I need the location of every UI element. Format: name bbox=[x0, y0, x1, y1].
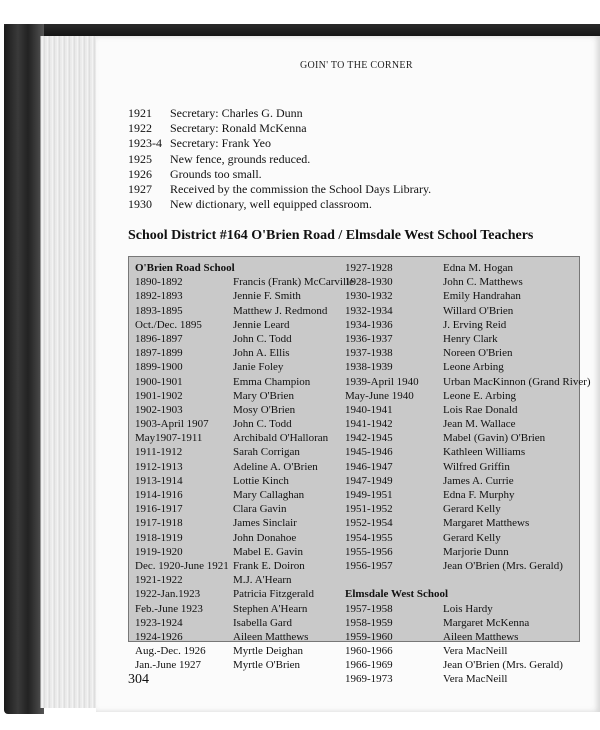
teacher-years: 1914-1916 bbox=[135, 489, 183, 501]
teacher-years: 1969-1973 bbox=[345, 673, 393, 686]
teacher-years: 1932-1934 bbox=[345, 304, 393, 317]
teacher-name: Mosy O'Brien bbox=[233, 403, 296, 416]
spacer-cell bbox=[443, 587, 581, 601]
teacher-name: Patricia Fitzgerald bbox=[233, 588, 314, 601]
school-heading-elmsdale-west: Elmsdale West School bbox=[345, 588, 449, 601]
book-cover-left-edge bbox=[4, 24, 44, 714]
chronology-text: Secretary: Frank Yeo bbox=[170, 136, 271, 151]
teacher-name: Frank E. Doiron bbox=[233, 559, 305, 572]
teacher-name: Emily Handrahan bbox=[443, 290, 521, 303]
teacher-name: Myrtle Deighan bbox=[233, 645, 303, 658]
teacher-name: James Sinclair bbox=[233, 517, 297, 530]
chronology-year: 1930 bbox=[128, 197, 152, 212]
teacher-name: Aileen Matthews bbox=[443, 630, 519, 643]
teacher-years: 1897-1899 bbox=[135, 347, 183, 360]
teacher-years: 1949-1951 bbox=[345, 489, 393, 501]
teacher-name: Jean M. Wallace bbox=[443, 418, 516, 431]
page-number: 304 bbox=[128, 672, 149, 687]
teacher-years: 1917-1918 bbox=[135, 517, 183, 530]
teacher-years: Feb.-June 1923 bbox=[135, 602, 203, 615]
teacher-name: John C. Matthews bbox=[443, 276, 523, 289]
chronology-text: New fence, grounds reduced. bbox=[170, 151, 311, 166]
teacher-years: 1903-April 1907 bbox=[135, 418, 209, 431]
teacher-name: Jennie Leard bbox=[233, 318, 290, 331]
teacher-years: 1954-1955 bbox=[345, 531, 393, 544]
chronology-year: 1921 bbox=[128, 106, 152, 120]
teacher-name: John Donahoe bbox=[233, 531, 297, 544]
spacer-cell bbox=[233, 261, 351, 275]
teacher-years: Oct./Dec. 1895 bbox=[135, 318, 202, 331]
teacher-name: Mabel E. Gavin bbox=[233, 545, 303, 558]
chronology-year: 1923-4 bbox=[128, 136, 162, 151]
teacher-years: 1937-1938 bbox=[345, 347, 393, 360]
chronology-year: 1927 bbox=[128, 182, 152, 197]
teacher-years: Dec. 1920-June 1921 bbox=[135, 559, 229, 572]
teacher-years: 1952-1954 bbox=[345, 517, 393, 530]
running-head: GOIN' TO THE CORNER bbox=[300, 60, 413, 71]
teacher-name: Isabella Gard bbox=[233, 616, 292, 629]
teacher-name: Marjorie Dunn bbox=[443, 545, 509, 558]
right-years-column bbox=[345, 261, 449, 687]
teacher-years: 1919-1920 bbox=[135, 545, 183, 558]
chronology-row bbox=[128, 152, 568, 167]
teacher-name: Janie Foley bbox=[233, 361, 284, 374]
teacher-name: Francis (Frank) McCarville bbox=[233, 276, 354, 289]
teacher-name: Wilfred Griffin bbox=[443, 460, 510, 473]
teacher-years: 1892-1893 bbox=[135, 290, 183, 303]
teacher-name: Jean O'Brien (Mrs. Gerald) bbox=[443, 659, 563, 672]
chronology-row bbox=[128, 136, 568, 151]
teacher-years: 1940-1941 bbox=[345, 403, 393, 416]
teacher-name: Lottie Kinch bbox=[233, 474, 289, 487]
teacher-name: J. Erving Reid bbox=[443, 318, 507, 331]
teacher-years: 1947-1949 bbox=[345, 474, 393, 487]
teacher-years: 1918-1919 bbox=[135, 531, 183, 544]
teacher-name: John C. Todd bbox=[233, 418, 292, 431]
teacher-years: 1955-1956 bbox=[345, 545, 393, 558]
teacher-years: 1896-1897 bbox=[135, 332, 183, 345]
teacher-years: 1956-1957 bbox=[345, 559, 393, 572]
left-years-column bbox=[135, 261, 235, 672]
teacher-years: 1942-1945 bbox=[345, 432, 393, 445]
chronology-text: Received by the commission the School Days Library. bbox=[170, 182, 432, 197]
chronology-list bbox=[128, 106, 568, 212]
teacher-years: 1922-Jan.1923 bbox=[135, 588, 201, 601]
section-title: School District #164 O'Brien Road / Elmsdale West School Teachers bbox=[128, 228, 534, 243]
teacher-name: Margaret Matthews bbox=[443, 517, 530, 530]
teacher-years: May1907-1911 bbox=[135, 432, 203, 445]
teacher-years: 1966-1969 bbox=[345, 659, 393, 672]
school-heading-obrien-road: O'Brien Road School bbox=[135, 262, 235, 274]
spacer-cell bbox=[345, 573, 441, 587]
teacher-years: 1923-1924 bbox=[135, 616, 183, 629]
teacher-years: 1899-1900 bbox=[135, 361, 183, 374]
teacher-name: Margaret McKenna bbox=[443, 616, 530, 629]
teacher-name: John A. Ellis bbox=[233, 347, 290, 360]
teacher-name: Aileen Matthews bbox=[233, 630, 309, 643]
teacher-name: Gerard Kelly bbox=[443, 531, 501, 544]
teacher-years: 1916-1917 bbox=[135, 503, 183, 516]
teacher-years: 1957-1958 bbox=[345, 602, 393, 615]
teacher-name: Adeline A. O'Brien bbox=[233, 460, 318, 473]
teacher-years: 1945-1946 bbox=[345, 446, 393, 459]
teacher-name: Emma Champion bbox=[233, 375, 311, 388]
teacher-years: 1939-April 1940 bbox=[345, 375, 419, 388]
teacher-name: Willard O'Brien bbox=[443, 304, 514, 317]
teacher-name: Edna F. Murphy bbox=[443, 489, 515, 501]
teacher-years: 1927-1928 bbox=[345, 262, 393, 274]
teacher-name: Kathleen Williams bbox=[443, 446, 526, 459]
chronology-text: Secretary: Ronald McKenna bbox=[170, 121, 307, 136]
teacher-name: John C. Todd bbox=[233, 332, 292, 345]
teacher-years: 1890-1892 bbox=[135, 276, 183, 289]
chronology-year: 1925 bbox=[128, 151, 152, 166]
teacher-name: Lois Hardy bbox=[443, 602, 493, 615]
teacher-name: Mary Callaghan bbox=[233, 489, 305, 501]
chronology-text: Secretary: Charles G. Dunn bbox=[170, 106, 303, 120]
teacher-years: 1934-1936 bbox=[345, 318, 393, 331]
teacher-years: 1959-1960 bbox=[345, 630, 393, 643]
left-names-column bbox=[233, 261, 354, 672]
teacher-name: Archibald O'Halloran bbox=[233, 432, 329, 445]
teacher-years: 1902-1903 bbox=[135, 403, 183, 416]
chronology-row bbox=[128, 167, 568, 182]
teacher-name: Jean O'Brien (Mrs. Gerald) bbox=[443, 559, 563, 572]
teacher-name: Lois Rae Donald bbox=[443, 403, 518, 416]
spacer-cell bbox=[443, 573, 581, 587]
teacher-years: 1924-1926 bbox=[135, 630, 183, 643]
teacher-years: 1893-1895 bbox=[135, 304, 183, 317]
teacher-years: Jan.-June 1927 bbox=[135, 659, 201, 672]
teacher-years: 1921-1922 bbox=[135, 574, 183, 587]
teacher-name: Edna M. Hogan bbox=[443, 262, 513, 274]
chronology-text: New dictionary, well equipped classroom. bbox=[170, 197, 372, 212]
teacher-name: Leone Arbing bbox=[443, 361, 504, 374]
teacher-years: 1951-1952 bbox=[345, 503, 393, 516]
teacher-years: 1900-1901 bbox=[135, 375, 183, 388]
teacher-name: Urban MacKinnon (Grand River) bbox=[443, 375, 591, 388]
teacher-years: 1946-1947 bbox=[345, 460, 393, 473]
right-names-column bbox=[443, 261, 591, 687]
teacher-name: Vera MacNeill bbox=[443, 645, 508, 658]
teacher-years: 1938-1939 bbox=[345, 361, 393, 374]
teacher-years: 1960-1966 bbox=[345, 645, 393, 658]
chronology-year: 1922 bbox=[128, 121, 152, 136]
teacher-name: Jennie F. Smith bbox=[233, 290, 301, 303]
teacher-name: Clara Gavin bbox=[233, 503, 287, 516]
teacher-years: 1941-1942 bbox=[345, 418, 393, 431]
teacher-years: May-June 1940 bbox=[345, 389, 414, 402]
chronology-text: Grounds too small. bbox=[170, 166, 262, 181]
teacher-years: Aug.-Dec. 1926 bbox=[135, 645, 206, 658]
teacher-name: James A. Currie bbox=[443, 474, 514, 487]
teacher-name: Stephen A'Hearn bbox=[233, 602, 308, 615]
teacher-name: Noreen O'Brien bbox=[443, 347, 513, 360]
teacher-years: 1911-1912 bbox=[135, 446, 183, 459]
teacher-name: Matthew J. Redmond bbox=[233, 304, 328, 317]
teacher-name: Henry Clark bbox=[443, 332, 498, 345]
teacher-years: 1936-1937 bbox=[345, 332, 393, 345]
teacher-name: Sarah Corrigan bbox=[233, 446, 300, 459]
teacher-name: Myrtle O'Brien bbox=[233, 659, 301, 672]
chronology-row bbox=[128, 106, 568, 121]
teacher-name: Vera MacNeill bbox=[443, 673, 508, 686]
chronology-row bbox=[128, 182, 568, 197]
teacher-years: 1930-1932 bbox=[345, 290, 393, 303]
chronology-row bbox=[128, 121, 568, 136]
teacher-years: 1901-1902 bbox=[135, 389, 183, 402]
teacher-years: 1928-1930 bbox=[345, 276, 393, 289]
teacher-name: Mary O'Brien bbox=[233, 389, 294, 402]
teacher-years: 1958-1959 bbox=[345, 616, 393, 629]
teacher-years: 1912-1913 bbox=[135, 460, 183, 473]
chronology-row bbox=[128, 197, 568, 212]
teacher-years: 1913-1914 bbox=[135, 474, 183, 487]
teacher-name: Gerard Kelly bbox=[443, 503, 501, 516]
chronology-year: 1926 bbox=[128, 166, 152, 181]
teacher-name: Leone E. Arbing bbox=[443, 389, 517, 402]
teacher-name: Mabel (Gavin) O'Brien bbox=[443, 432, 546, 445]
teacher-name: M.J. A'Hearn bbox=[233, 574, 292, 587]
